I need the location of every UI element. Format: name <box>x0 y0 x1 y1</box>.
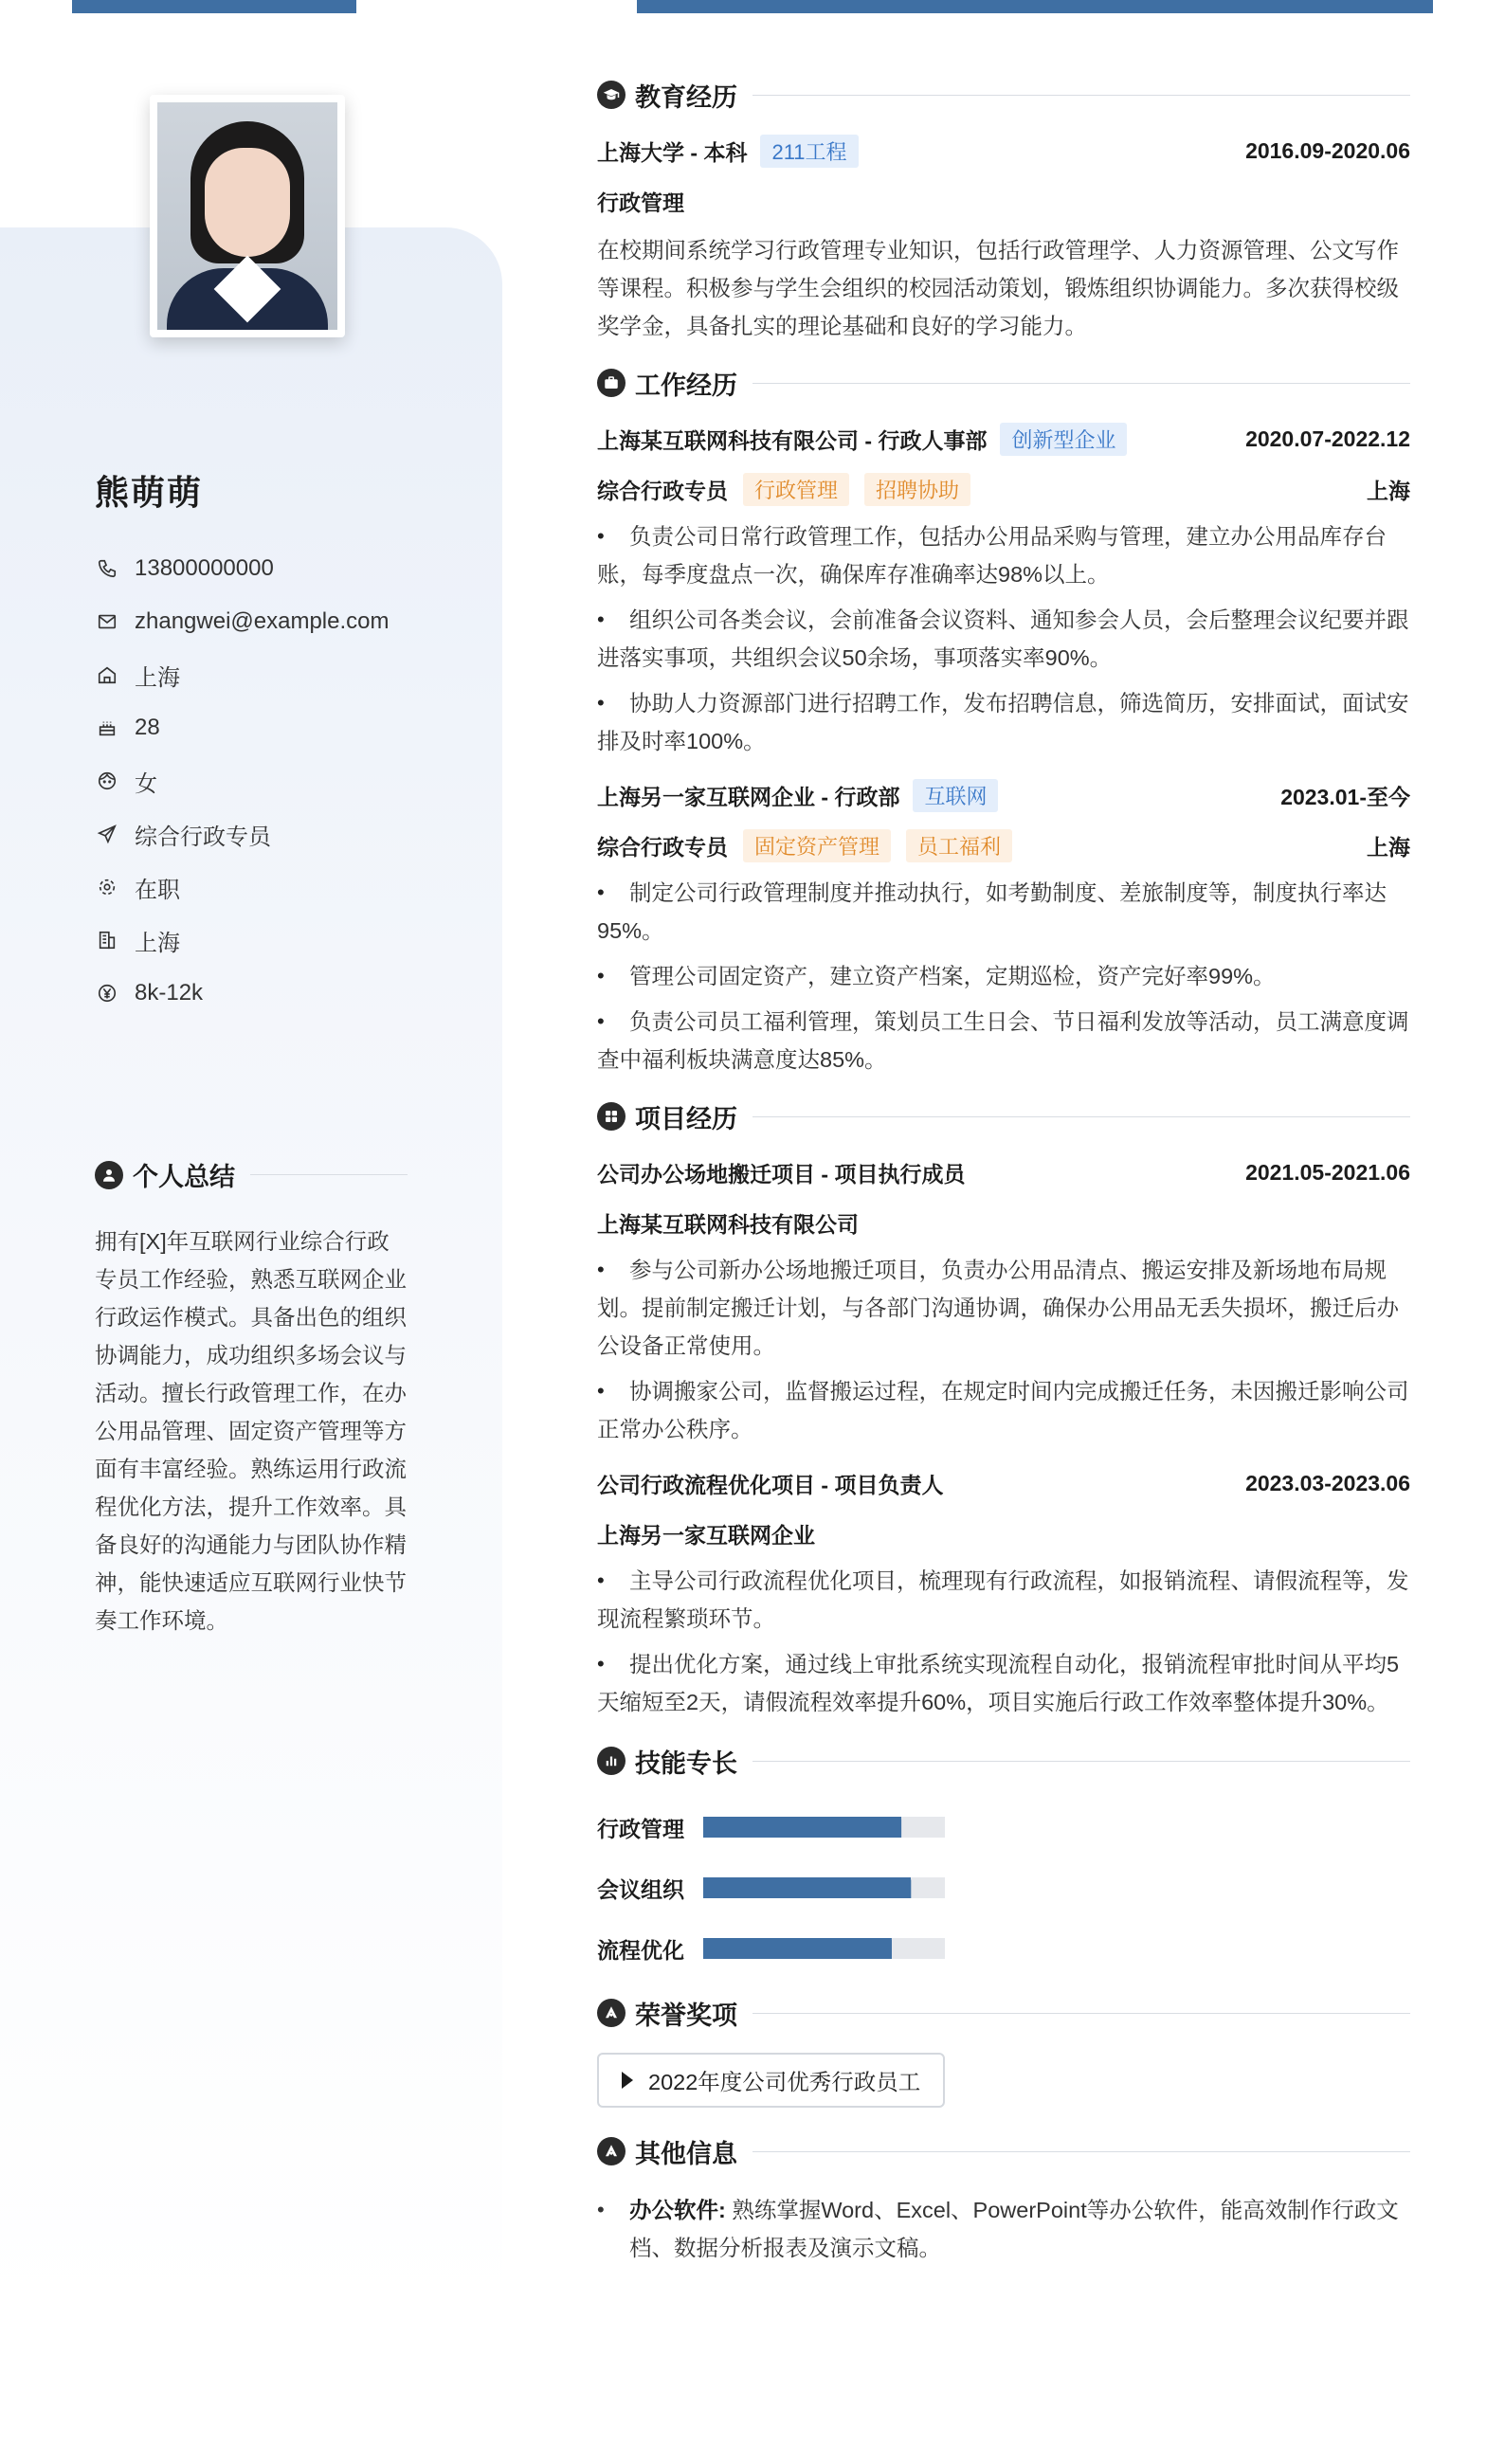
skill-bar-fill <box>703 1938 892 1959</box>
avatar-photo <box>150 95 345 337</box>
info-value: 综合行政专员 <box>135 824 271 850</box>
work-bullets <box>597 874 1410 1078</box>
top-accent-bar-left <box>72 0 356 13</box>
other-section-header <box>597 2130 1410 2172</box>
divider <box>752 2013 1410 2014</box>
section-title: 教育经历 <box>635 82 737 112</box>
role: 综合行政专员 <box>597 834 728 860</box>
info-value: 28 <box>135 715 160 740</box>
section-title: 项目经历 <box>635 1104 737 1133</box>
awards-section-header <box>597 1992 1410 2034</box>
gender-icon <box>95 769 119 793</box>
list-item: • 参与公司新办公场地搬迁项目，负责办公用品清点、搬运安排及新场地布局规划。提前制定搬迁计划，与各部门沟通协调，确保办公用品无丢失损坏，搬迁后办公设备正常使用。 <box>597 1251 1410 1365</box>
work-city: 上海 <box>1367 478 1410 503</box>
info-gender <box>95 754 390 807</box>
divider <box>752 2151 1410 2152</box>
project-date: 2021.05-2021.06 <box>1245 1159 1410 1185</box>
project-date: 2023.03-2023.06 <box>1245 1470 1410 1495</box>
project-org-row <box>597 1205 1410 1240</box>
divider <box>752 1761 1410 1762</box>
other-key: 办公软件: <box>629 2198 726 2222</box>
project-name: 公司办公场地搬迁项目 - 项目执行成员 <box>597 1161 966 1187</box>
award-item <box>597 2053 945 2108</box>
award-icon <box>597 1999 626 2027</box>
work-city: 上海 <box>1367 834 1410 860</box>
work-entry <box>597 421 1410 760</box>
work-bullets <box>597 517 1410 760</box>
skills-section-header <box>597 1740 1410 1782</box>
skill-bar-fill <box>703 1877 911 1898</box>
work-entry <box>597 777 1410 1078</box>
info-salary <box>95 967 390 1020</box>
list-item: • 协助人力资源部门进行招聘工作，发布招聘信息，筛选简历，安排面试，面试安排及时率100%。 <box>597 684 1410 760</box>
project-header <box>597 1154 1410 1190</box>
award-label: 2022年度公司优秀行政员工 <box>648 2070 921 2094</box>
info-value: 上海 <box>135 664 180 691</box>
work-role-row <box>597 828 1410 862</box>
skill-name: 会议组织 <box>597 1876 684 1902</box>
section-title: 其他信息 <box>635 2139 737 2168</box>
school-name: 上海大学 - 本科 <box>597 139 748 165</box>
school-tag: 211工程 <box>760 135 858 168</box>
skill-bar <box>703 1817 945 1838</box>
work-date: 2020.07-2022.12 <box>1245 426 1410 451</box>
work-date: 2023.01-至今 <box>1280 784 1410 809</box>
project-entry <box>597 1154 1410 1448</box>
work-role-row <box>597 472 1410 506</box>
info-value: 在职 <box>135 877 180 903</box>
projects-section-header <box>597 1096 1410 1137</box>
skill-bar-fill <box>703 1817 901 1838</box>
list-item: • 负责公司员工福利管理，策划员工生日会、节日福利发放等活动，员工满意度调查中福利板块满意度达85%。 <box>597 1003 1410 1078</box>
education-major-row <box>597 184 1410 218</box>
info-position <box>95 807 390 861</box>
summary-text: 拥有[X]年互联网行业综合行政专员工作经验，熟悉互联网企业行政运作模式。具备出色的组织协调能力，成功组织多场会议与活动。擅长行政管理工作，在办公用品管理、固定资产管理等方面有丰富经验。熟练运用行政流程优化方法，提升工作效率。具备良好的沟通能力与团队协作精神，能快速适应互联网行业快节奏工作环境。 <box>95 1229 407 1633</box>
education-date: 2016.09-2020.06 <box>1245 137 1410 163</box>
section-title: 荣誉奖项 <box>635 2001 737 2030</box>
skill-item <box>597 1918 1018 1979</box>
info-email <box>95 595 390 648</box>
candidate-name: 熊萌萌 <box>95 473 204 512</box>
skill-tag: 行政管理 <box>743 473 849 506</box>
divider <box>752 1116 1410 1117</box>
info-value: 上海 <box>135 930 180 956</box>
education-section-header <box>597 74 1410 116</box>
info-age <box>95 701 390 754</box>
send-icon <box>95 822 119 846</box>
work-header <box>597 421 1410 457</box>
info-value: 13800000000 <box>135 555 274 581</box>
skill-tag: 员工福利 <box>906 829 1012 862</box>
skill-bar <box>703 1938 945 1959</box>
skill-bar <box>703 1877 945 1898</box>
project-bullets <box>597 1562 1410 1721</box>
play-triangle-icon <box>622 2072 633 2089</box>
company-tag: 创新型企业 <box>1000 423 1127 456</box>
skill-tag: 招聘协助 <box>864 473 970 506</box>
education-header <box>597 133 1410 169</box>
list-item: • 制定公司行政管理制度并推动执行，如考勤制度、差旅制度等，制度执行率达95%。 <box>597 874 1410 950</box>
list-item <box>597 2191 1410 2267</box>
list-item: • 管理公司固定资产，建立资产档案，定期巡检，资产完好率99%。 <box>597 957 1410 995</box>
briefcase-icon <box>597 369 626 397</box>
project-org: 上海某互联网科技有限公司 <box>597 1211 859 1237</box>
project-name: 公司行政流程优化项目 - 项目负责人 <box>597 1472 944 1497</box>
project-header <box>597 1465 1410 1501</box>
divider <box>752 383 1410 384</box>
list-item: • 协调搬家公司，监督搬运过程，在规定时间内完成搬迁任务，未因搬迁影响公司正常办公秩序。 <box>597 1372 1410 1448</box>
company-name: 上海另一家互联网企业 - 行政部 <box>597 784 900 809</box>
company-tag: 互联网 <box>913 779 998 812</box>
info-phone <box>95 542 390 595</box>
summary-section-header <box>95 1156 408 1193</box>
skills-list <box>597 1797 1410 1979</box>
grid-icon <box>597 1102 626 1131</box>
top-accent-bar-right <box>637 0 1433 13</box>
skill-item <box>597 1797 1018 1857</box>
info-value: 8k-12k <box>135 980 204 1006</box>
list-item: • 主导公司行政流程优化项目，梳理现有行政流程，如报销流程、请假流程等，发现流程繁琐环节。 <box>597 1562 1410 1638</box>
cake-icon <box>95 716 119 740</box>
skill-name: 流程优化 <box>597 1937 684 1963</box>
section-title: 个人总结 <box>133 1163 235 1191</box>
graduation-cap-icon <box>597 81 626 109</box>
section-title: 工作经历 <box>635 371 737 400</box>
status-icon <box>95 875 119 899</box>
star-icon <box>597 2137 626 2165</box>
home-icon <box>95 662 119 687</box>
info-value: 女 <box>135 770 157 797</box>
project-org: 上海另一家互联网企业 <box>597 1522 815 1548</box>
list-item: • 组织公司各类会议，会前准备会议资料、通知参会人员，会后整理会议纪要并跟进落实事项，共组织会议50余场，事项落实率90%。 <box>597 601 1410 677</box>
skill-tag: 固定资产管理 <box>743 829 891 862</box>
section-title: 技能专长 <box>635 1748 737 1778</box>
company-name: 上海某互联网科技有限公司 - 行政人事部 <box>597 427 988 453</box>
bar-chart-icon <box>597 1747 626 1775</box>
contact-info-list <box>95 542 390 1020</box>
divider <box>250 1174 408 1175</box>
skill-item <box>597 1857 1018 1918</box>
info-status <box>95 861 390 914</box>
work-section-header <box>597 362 1410 404</box>
other-value: 熟练掌握Word、Excel、PowerPoint等办公软件，能高效制作行政文档、数据分析报表及演示文稿。 <box>629 2198 1399 2260</box>
building-icon <box>95 928 119 952</box>
skill-name: 行政管理 <box>597 1816 684 1841</box>
project-entry <box>597 1465 1410 1721</box>
education-description: 在校期间系统学习行政管理专业知识，包括行政管理学、人力资源管理、公文写作等课程。积极参与学生会组织的校园活动策划，锻炼组织协调能力。多次获得校级奖学金，具备扎实的理论基础和良好的学习能力。 <box>597 238 1399 338</box>
info-location <box>95 648 390 701</box>
list-item: • 负责公司日常行政管理工作，包括办公用品采购与管理，建立办公用品库存台账，每季度盘点一次，确保库存准确率达98%以上。 <box>597 517 1410 593</box>
user-icon <box>95 1161 123 1189</box>
salary-icon <box>95 981 119 1006</box>
main-content <box>597 74 1410 2267</box>
work-header <box>597 777 1410 813</box>
role: 综合行政专员 <box>597 478 728 503</box>
project-bullets <box>597 1251 1410 1448</box>
list-item: • 提出优化方案，通过线上审批系统实现流程自动化，报销流程审批时间从平均5天缩短至2天，请假流程效率提升60%，项目实施后行政工作效率整体提升30%。 <box>597 1645 1410 1721</box>
info-value: zhangwei@example.com <box>135 608 390 634</box>
phone-icon <box>95 556 119 581</box>
project-org-row <box>597 1516 1410 1550</box>
divider <box>752 95 1410 96</box>
info-city <box>95 914 390 967</box>
mail-icon <box>95 609 119 634</box>
major: 行政管理 <box>597 190 684 215</box>
